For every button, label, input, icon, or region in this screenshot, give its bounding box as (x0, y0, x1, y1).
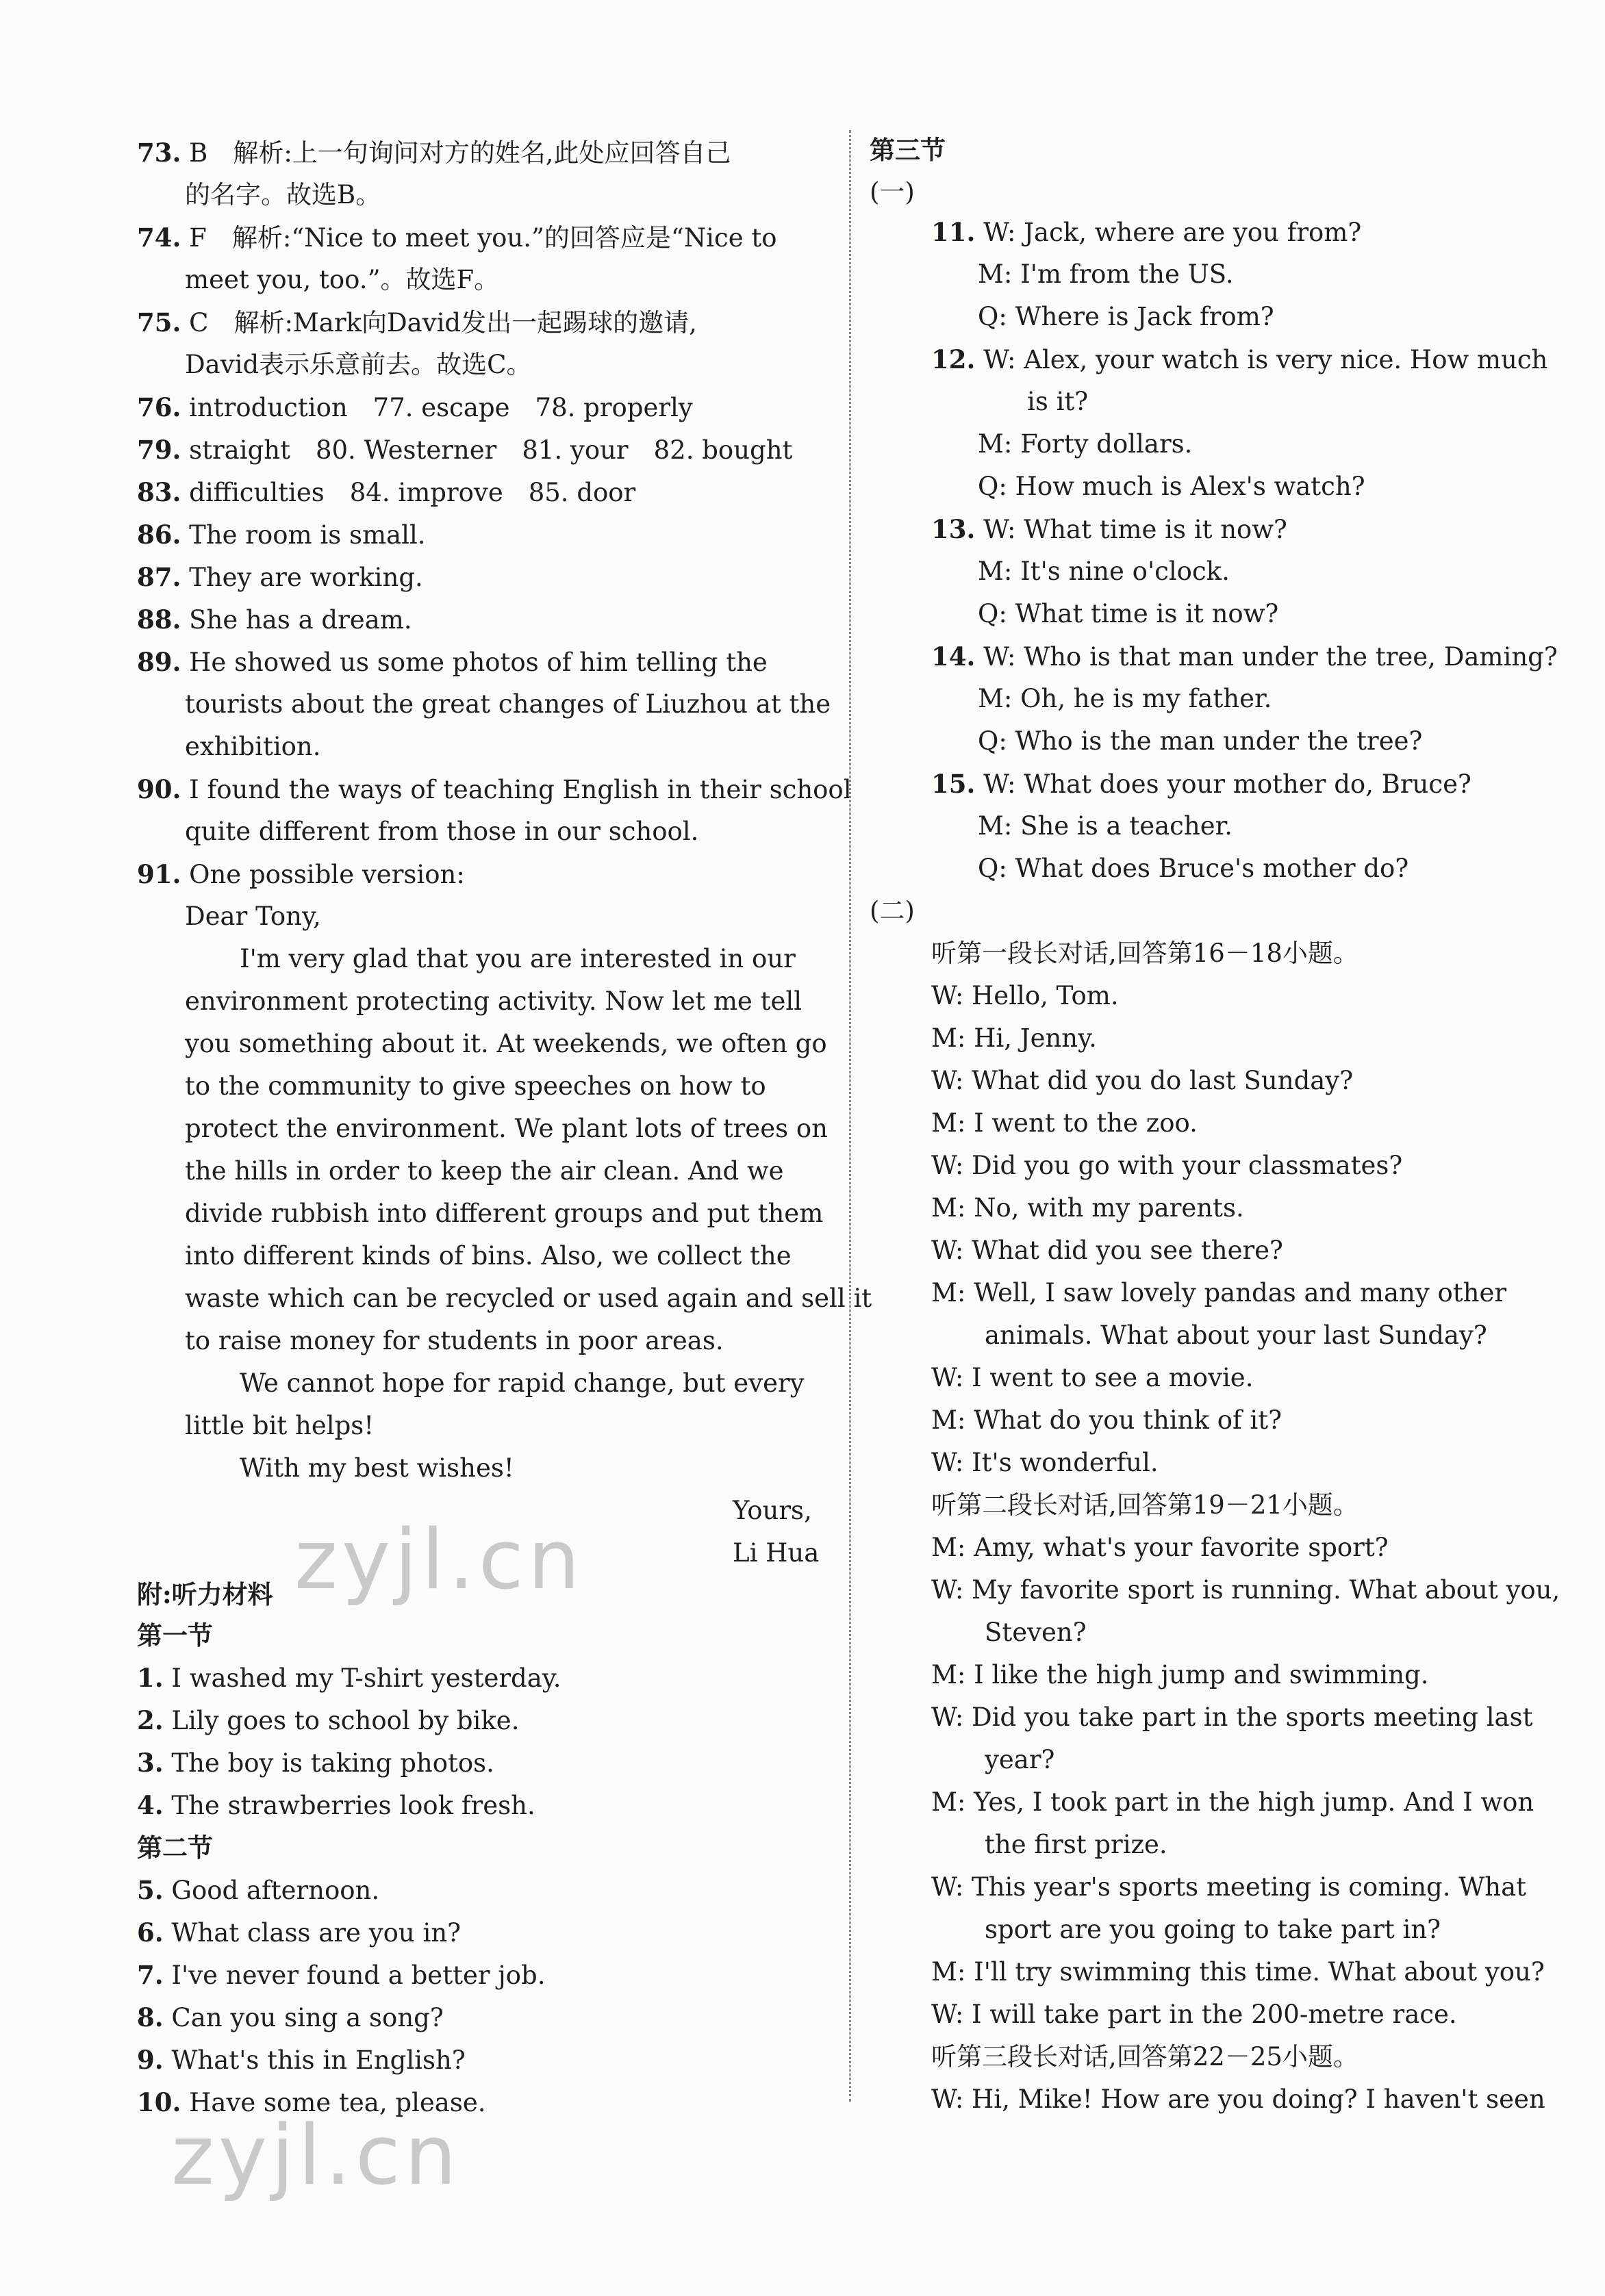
section-heading (137, 1579, 273, 1610)
line-text: to raise money for students in poor areas. (185, 1326, 724, 1355)
text-line (931, 513, 1287, 545)
text-line (240, 943, 796, 975)
text-line (931, 1490, 1358, 1521)
line-text: divide rubbish into different groups and put them (185, 1199, 824, 1228)
watermark: zyjl.cn (171, 2108, 461, 2204)
line-text: the first prize. (985, 1830, 1167, 1859)
text-line (137, 858, 465, 890)
line-text: W: What did you do last Sunday? (931, 1066, 1354, 1095)
item-number: 3. (137, 1748, 164, 1778)
text-line (1027, 386, 1088, 418)
line-text: M: I like the high jump and swimming. (931, 1660, 1429, 1689)
item-number: 79. (137, 435, 181, 465)
line-text: 第一节 (137, 1620, 213, 1650)
line-text: W: Did you take part in the sports meeting last (931, 1702, 1533, 1732)
item-number: 2. (137, 1705, 164, 1735)
line-text: W: Who is that man under the tree, Daming? (983, 642, 1558, 672)
text-line (137, 1662, 561, 1694)
line-text: 听第一段长对话,回答第16－18小题。 (931, 939, 1358, 968)
text-line (870, 177, 915, 208)
line-text: We cannot hope for rapid change, but every (240, 1368, 805, 1398)
line-text: M: Forty dollars. (978, 429, 1193, 459)
line-text: Li Hua (733, 1538, 820, 1568)
text-line (137, 1747, 494, 1778)
text-line (185, 901, 321, 932)
line-text: M: What do you think of it? (931, 1405, 1282, 1435)
line-text: M: Hi, Jenny. (931, 1023, 1097, 1053)
section-heading (137, 1832, 213, 1863)
line-text: B 解析:上一句询问对方的姓名,此处应回答自己 (189, 138, 731, 168)
line-text: sport are you going to take part in? (985, 1915, 1441, 1944)
text-line (985, 1320, 1487, 1351)
line-text: is it? (1027, 387, 1089, 416)
line-text: the hills in order to keep the air clean. And we (185, 1156, 784, 1186)
item-number: 76. (137, 392, 181, 422)
item-number: 10. (137, 2087, 181, 2117)
line-text: 听第二段长对话,回答第19－21小题。 (931, 1490, 1358, 1520)
text-line (185, 1156, 784, 1187)
text-line (931, 980, 1119, 1012)
line-text: Can you sing a song? (171, 2003, 444, 2032)
text-line (185, 731, 321, 763)
line-text: Yours, (733, 1496, 812, 1525)
line-text: M: She is a teacher. (978, 811, 1233, 841)
line-text: I found the ways of teaching English in their school (189, 775, 852, 804)
text-line (870, 895, 915, 927)
item-number: 11. (931, 217, 976, 247)
text-line (931, 1787, 1534, 1818)
line-text: 的名字。故选B。 (185, 180, 381, 209)
line-text: M: I went to the zoo. (931, 1108, 1198, 1138)
line-text: Q: Where is Jack from? (978, 302, 1274, 331)
text-line (733, 1538, 819, 1569)
text-line (931, 1956, 1545, 1988)
text-line (978, 811, 1233, 842)
text-line (978, 853, 1408, 884)
text-line (137, 476, 635, 508)
text-line (931, 1532, 1389, 1564)
line-text: What's this in English? (171, 2045, 466, 2075)
line-text: 第三节 (870, 135, 946, 165)
text-line (931, 1574, 1560, 1606)
text-line (137, 1959, 545, 1991)
item-number: 14. (931, 641, 976, 672)
item-number: 88. (137, 604, 181, 635)
text-line (931, 344, 1547, 375)
text-line (931, 1235, 1283, 1266)
line-text: W: Did you go with your classmates? (931, 1151, 1403, 1180)
text-line (931, 641, 1558, 672)
line-text: The room is small. (189, 520, 426, 550)
text-line (137, 434, 792, 465)
section-heading (137, 1620, 213, 1651)
text-line (733, 1495, 812, 1527)
item-number: 74. (137, 222, 181, 253)
line-text: W: Jack, where are you from? (983, 218, 1362, 247)
text-line (985, 1914, 1441, 1946)
text-line (185, 1113, 828, 1145)
text-line (137, 519, 426, 550)
line-text: meet you, too.”。故选F。 (185, 265, 500, 294)
text-line (931, 1999, 1457, 2030)
item-number: 8. (137, 2002, 164, 2032)
item-number: 7. (137, 1960, 164, 1990)
line-text: animals. What about your last Sunday? (985, 1321, 1487, 1350)
text-line (931, 938, 1358, 969)
item-number: 12. (931, 344, 976, 374)
item-number: 90. (137, 774, 181, 804)
line-text: W: Alex, your watch is very nice. How much (983, 345, 1548, 374)
text-line (137, 1874, 379, 1906)
line-text: Q: How much is Alex's watch? (978, 472, 1365, 501)
line-text: Good afternoon. (171, 1876, 380, 1905)
line-text: W: What did you see there? (931, 1236, 1283, 1265)
text-line (185, 689, 831, 720)
text-line (931, 2084, 1545, 2115)
line-text: waste which can be recycled or used again and sell it (185, 1284, 872, 1313)
line-text: quite different from those in our school. (185, 817, 699, 846)
text-line (137, 561, 423, 593)
line-text: The boy is taking photos. (171, 1748, 494, 1778)
text-line (137, 2044, 466, 2076)
line-text: W: I will take part in the 200-metre race. (931, 2000, 1457, 2029)
text-line (137, 137, 731, 168)
line-text: Steven? (985, 1618, 1087, 1647)
section-heading (870, 134, 946, 166)
text-line (137, 2002, 444, 2033)
text-line (931, 1872, 1526, 1903)
line-text: C 解析:Mark向David发出一起踢球的邀请, (189, 308, 697, 337)
text-line (137, 307, 697, 338)
line-text: (一) (870, 177, 915, 207)
item-number: 6. (137, 1917, 164, 1948)
text-line (978, 726, 1422, 757)
line-text: Lily goes to school by bike. (171, 1706, 520, 1735)
text-line (978, 471, 1365, 502)
text-line (185, 816, 698, 847)
line-text: Q: Who is the man under the tree? (978, 726, 1423, 756)
text-line (931, 1447, 1159, 1479)
text-line (931, 216, 1361, 248)
item-number: 75. (137, 307, 181, 337)
line-text: (二) (870, 896, 915, 926)
line-text: Q: What does Bruce's mother do? (978, 854, 1409, 883)
line-text: M: I'll try swimming this time. What about you? (931, 1957, 1545, 1987)
line-text: tourists about the great changes of Liuzhou at the (185, 689, 831, 719)
line-text: M: It's nine o'clock. (978, 557, 1230, 586)
text-line (137, 646, 768, 678)
text-line (137, 1705, 519, 1736)
line-text: M: Amy, what's your favorite sport? (931, 1533, 1389, 1562)
line-text: She has a dream. (189, 605, 412, 635)
line-text: I'm very glad that you are interested in our (240, 944, 796, 973)
text-line (185, 349, 531, 381)
line-text: Dear Tony, (185, 902, 321, 931)
item-number: 9. (137, 2045, 164, 2075)
item-number: 73. (137, 138, 181, 168)
text-line (931, 1023, 1097, 1054)
text-line (931, 1405, 1282, 1436)
text-line (240, 1368, 805, 1399)
line-text: W: My favorite sport is running. What about you, (931, 1575, 1560, 1605)
text-line (931, 1277, 1506, 1309)
line-text: Have some tea, please. (189, 2088, 486, 2117)
line-text: The strawberries look fresh. (171, 1791, 535, 1820)
text-line (978, 259, 1234, 290)
line-text: With my best wishes! (240, 1453, 514, 1483)
line-text: difficulties 84. improve 85. door (189, 478, 636, 507)
text-line (185, 1198, 823, 1229)
text-line (137, 1917, 461, 1948)
line-text: M: Well, I saw lovely pandas and many other (931, 1278, 1507, 1308)
line-text: W: Hi, Mike! How are you doing? I haven't seen (931, 2084, 1545, 2114)
text-line (931, 1702, 1532, 1733)
text-line (978, 556, 1230, 587)
line-text: introduction 77. escape 78. properly (189, 393, 693, 422)
line-text: M: I'm from the US. (978, 259, 1234, 289)
line-text: W: What time is it now? (983, 515, 1287, 544)
line-text: to the community to give speeches on how to (185, 1071, 766, 1101)
text-line (931, 1659, 1428, 1691)
line-text: I washed my T-shirt yesterday. (171, 1663, 561, 1693)
line-text: I've never found a better job. (171, 1961, 546, 1990)
line-text: you something about it. At weekends, we often go (185, 1029, 827, 1058)
line-text: W: I went to see a movie. (931, 1363, 1254, 1392)
text-line (985, 1617, 1087, 1648)
text-line (931, 1192, 1244, 1224)
text-line (240, 1453, 514, 1484)
line-text: W: What does your mother do, Bruce? (983, 769, 1471, 799)
line-text: little bit helps! (185, 1411, 375, 1440)
text-line (978, 598, 1278, 630)
item-number: 5. (137, 1875, 164, 1905)
line-text: 附:听力材料 (137, 1579, 273, 1609)
item-number: 15. (931, 769, 976, 799)
line-text: W: It's wonderful. (931, 1448, 1159, 1477)
text-line (978, 683, 1272, 715)
line-text: One possible version: (189, 860, 465, 889)
line-text: M: Yes, I took part in the high jump. And I won (931, 1787, 1534, 1817)
line-text: into different kinds of bins. Also, we collect the (185, 1241, 792, 1271)
item-number: 91. (137, 859, 181, 889)
item-number: 86. (137, 520, 181, 550)
text-line (931, 768, 1471, 800)
item-number: 1. (137, 1663, 164, 1693)
column-divider (849, 130, 851, 2102)
text-line (137, 774, 852, 805)
line-text: What class are you in? (171, 1918, 461, 1948)
line-text: They are working. (189, 563, 423, 592)
item-number: 89. (137, 647, 181, 677)
text-line (137, 392, 693, 423)
text-line (931, 1065, 1353, 1097)
line-text: year? (985, 1745, 1055, 1774)
text-line (931, 1150, 1402, 1182)
line-text: 第二节 (137, 1833, 213, 1863)
item-number: 13. (931, 514, 976, 544)
text-line (137, 604, 412, 635)
line-text: M: No, with my parents. (931, 1193, 1244, 1223)
text-line (185, 1240, 792, 1272)
text-line (185, 1071, 766, 1102)
watermark: zyjl.cn (294, 1513, 584, 1608)
text-line (185, 986, 802, 1017)
text-line (185, 179, 381, 211)
text-line (931, 2041, 1358, 2073)
text-line (931, 1108, 1198, 1139)
text-line (137, 222, 777, 253)
line-text: He showed us some photos of him telling the (189, 648, 768, 677)
item-number: 4. (137, 1790, 164, 1820)
text-line (185, 1028, 827, 1060)
line-text: straight 80. Westerner 81. your 82. bought (189, 435, 793, 465)
line-text: 听第三段长对话,回答第22－25小题。 (931, 2042, 1358, 2071)
line-text: environment protecting activity. Now let me tell (185, 986, 802, 1016)
line-text: F 解析:“Nice to meet you.”的回答应是“Nice to (189, 223, 777, 253)
text-line (978, 301, 1274, 333)
item-number: 83. (137, 477, 181, 507)
line-text: W: Hello, Tom. (931, 981, 1119, 1010)
line-text: David表示乐意前去。故选C。 (185, 350, 532, 379)
line-text: exhibition. (185, 732, 321, 761)
text-line (985, 1744, 1054, 1776)
text-line (931, 1362, 1253, 1394)
line-text: W: This year's sports meeting is coming. What (931, 1872, 1527, 1902)
text-line (985, 1829, 1167, 1861)
text-line (185, 1410, 374, 1442)
item-number: 87. (137, 562, 181, 592)
text-line (978, 429, 1192, 460)
line-text: M: Oh, he is my father. (978, 684, 1272, 713)
line-text: Q: What time is it now? (978, 599, 1279, 628)
text-line (137, 1789, 535, 1821)
text-line (185, 264, 499, 296)
text-line (185, 1283, 872, 1314)
line-text: protect the environment. We plant lots of trees on (185, 1114, 828, 1143)
text-line (185, 1325, 724, 1357)
